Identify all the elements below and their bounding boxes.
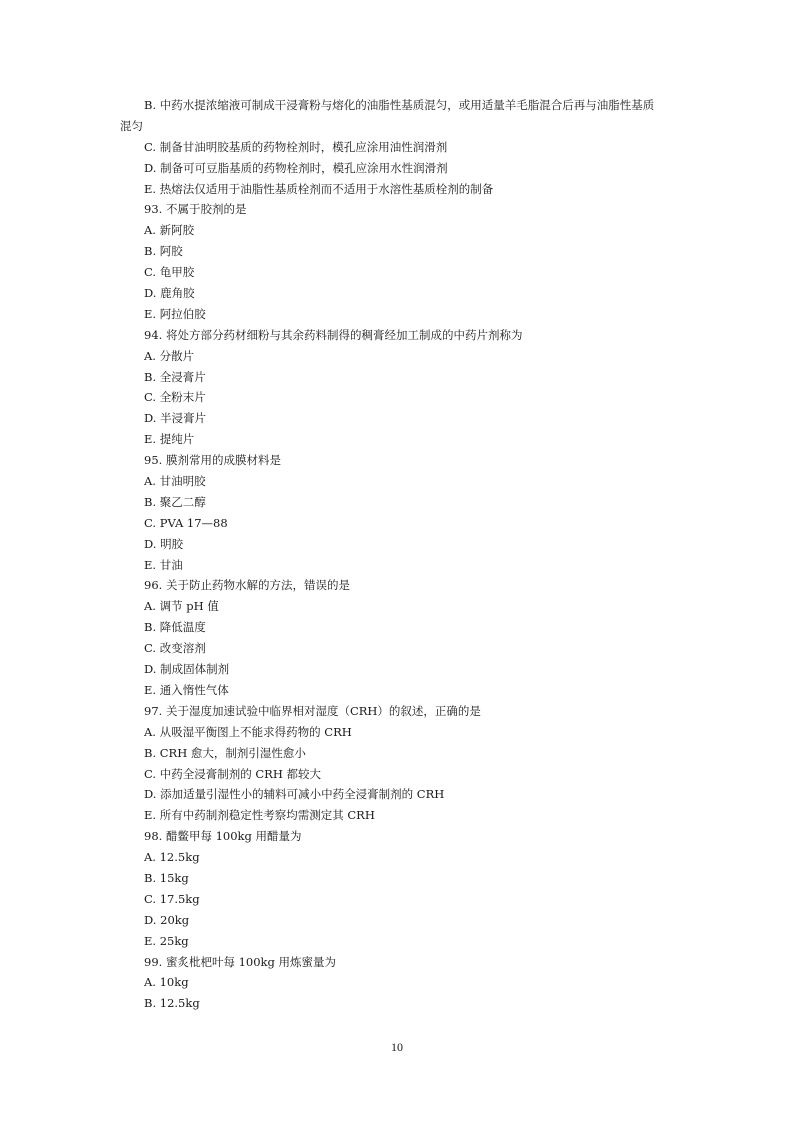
text-line: A. 新阿胶 <box>144 223 195 238</box>
text-line: D. 制成固体制剂 <box>144 662 230 677</box>
text-line: E. 热熔法仅适用于油脂性基质栓剂而不适用于水溶性基质栓剂的制备 <box>144 181 494 196</box>
text-line: E. 甘油 <box>144 557 183 572</box>
text-line: D. 半浸膏片 <box>144 411 207 426</box>
text-line: C. 全粉末片 <box>144 390 206 405</box>
text-line: A. 12.5kg <box>144 850 200 865</box>
text-line: E. 提纯片 <box>144 432 195 447</box>
text-line: D. 添加适量引湿性小的辅料可减小中药全浸膏制剂的 CRH <box>144 787 445 802</box>
text-line: A. 调节 pH 值 <box>144 599 219 614</box>
text-line: A. 甘油明胶 <box>144 474 206 489</box>
text-line: 93. 不属于胶剂的是 <box>144 202 247 217</box>
text-line: B. 中药水提浓缩液可制成干浸膏粉与熔化的油脂性基质混匀，或用适量羊毛脂混合后再与油脂性基质 <box>144 98 655 112</box>
text-line: A. 分散片 <box>144 348 195 363</box>
text-line: E. 阿拉伯胶 <box>144 306 206 321</box>
text-line: 96. 关于防止药物水解的方法，错误的是 <box>144 578 350 593</box>
text-line: A. 10kg <box>144 975 189 990</box>
text-line: B. CRH 愈大，制剂引湿性愈小 <box>144 745 306 760</box>
text-line: 混匀 <box>120 118 143 133</box>
text-line: 95. 膜剂常用的成膜材料是 <box>144 453 281 468</box>
text-line: 98. 醋鳖甲每 100kg 用醋量为 <box>144 829 302 844</box>
text-line: C. 制备甘油明胶基质的药物栓剂时，模孔应涂用油性润滑剂 <box>144 139 448 154</box>
text-line: D. 鹿角胶 <box>144 286 195 301</box>
text-line: C. PVA 17—88 <box>144 515 228 530</box>
page-number: 10 <box>391 1040 403 1054</box>
text-line: E. 通入惰性气体 <box>144 682 229 697</box>
text-line: 97. 关于湿度加速试验中临界相对湿度（CRH）的叙述，正确的是 <box>144 703 481 718</box>
text-line: E. 25kg <box>144 933 189 948</box>
text-line: B. 12.5kg <box>144 996 200 1011</box>
text-line: B. 15kg <box>144 870 189 885</box>
text-line: C. 龟甲胶 <box>144 265 195 280</box>
text-line: B. 全浸膏片 <box>144 369 206 384</box>
text-line: 94. 将处方部分药材细粉与其余药料制得的稠膏经加工制成的中药片剂称为 <box>144 327 523 342</box>
text-line: D. 制备可可豆脂基质的药物栓剂时，模孔应涂用水性润滑剂 <box>144 160 448 175</box>
text-line: A. 从吸湿平衡图上不能求得药物的 CRH <box>144 724 352 739</box>
text-line: C. 中药全浸膏制剂的 CRH 都较大 <box>144 766 321 781</box>
text-line: C. 17.5kg <box>144 891 200 906</box>
text-line: E. 所有中药制剂稳定性考察均需测定其 CRH <box>144 808 375 823</box>
text-line: B. 降低温度 <box>144 620 206 635</box>
text-line: B. 聚乙二醇 <box>144 494 206 509</box>
text-line: 99. 蜜炙枇杷叶每 100kg 用炼蜜量为 <box>144 954 337 969</box>
text-line: D. 20kg <box>144 912 190 927</box>
page-body <box>120 95 680 1014</box>
text-line: C. 改变溶剂 <box>144 641 206 656</box>
text-line: B. 阿胶 <box>144 244 183 259</box>
text-line: D. 明胶 <box>144 536 184 551</box>
